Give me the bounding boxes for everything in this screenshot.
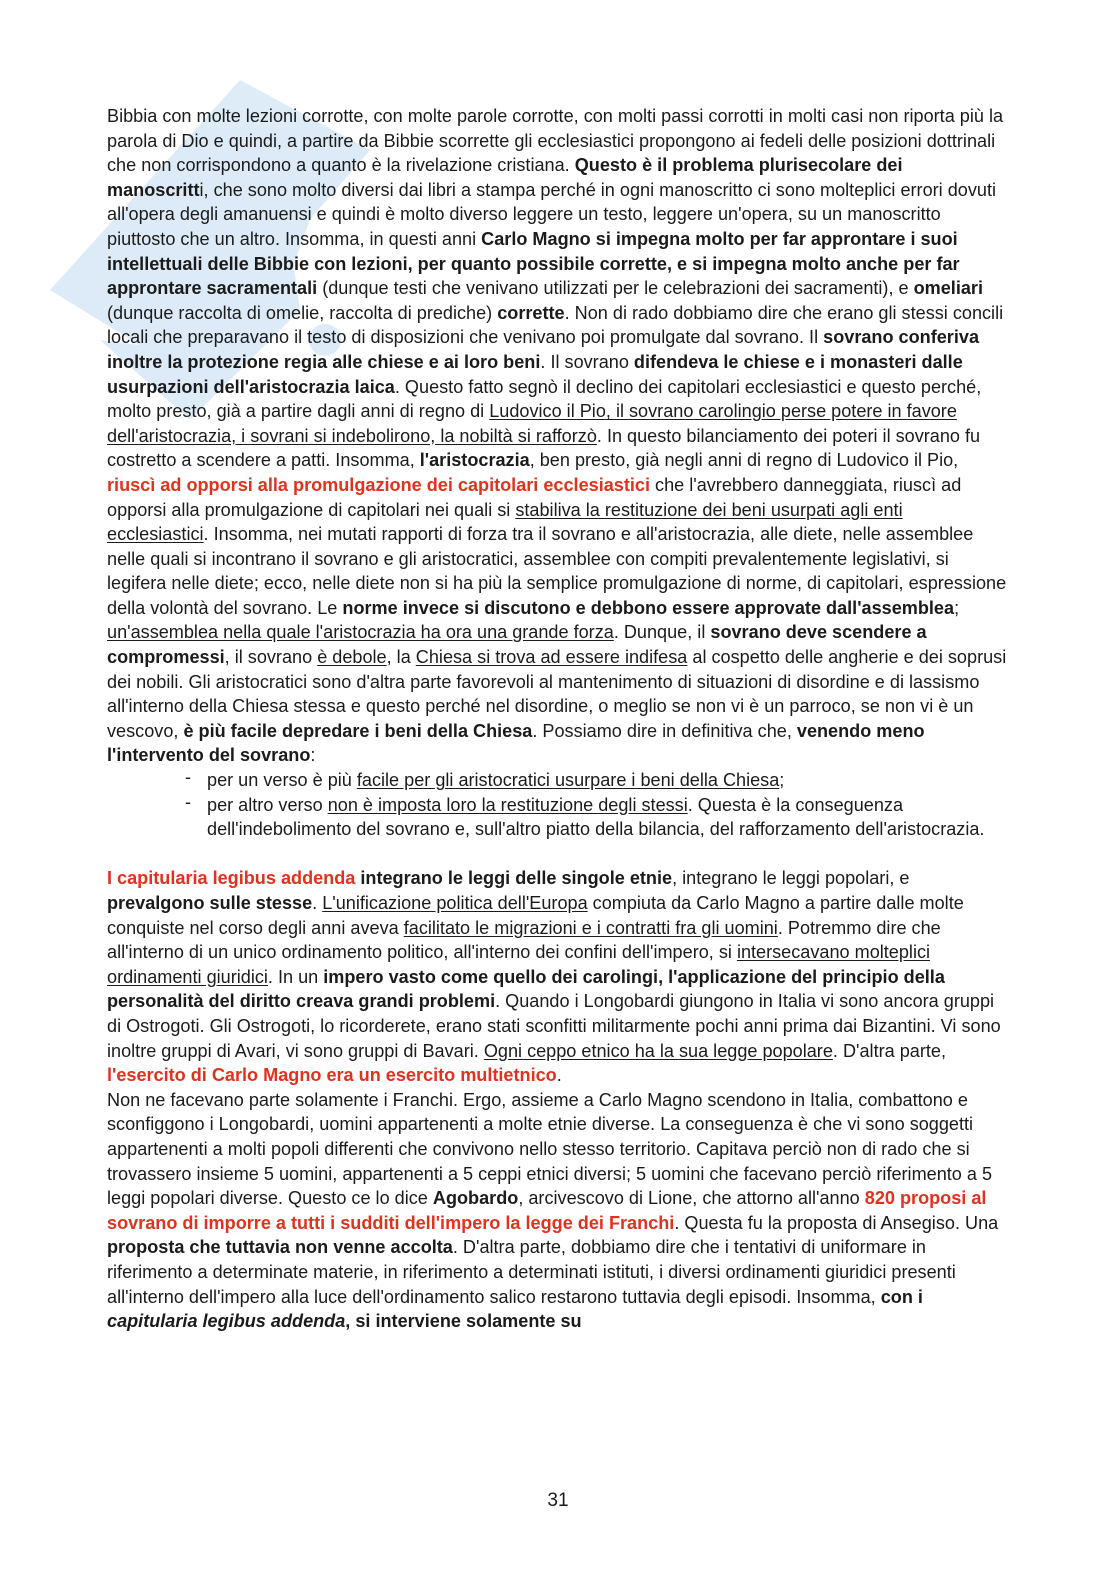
paragraph-3: Non ne facevano parte solamente i Franchi. Ergo, assieme a Carlo Magno scendono in Italia, combattono e sconfiggono i Longobardi, uomini appartenenti a molte etnie diverse. La conseguenza è che vi sono soggetti appartenenti a molti popoli differenti che convivono nello stesso territorio. Capitava perciò non di rado che si trovassero insieme 5 uomini, appartenenti a 5 ceppi etnici diversi; 5 uomini che facevano perciò riferimento a 5 leggi popolari diverse. Questo ce lo dice Agobardo, arcivescovo di Lione, che attorno all'anno 820 proposi al sovrano di imporre a tutti i sudditi dell'impero la legge dei Franchi. Questa fu la proposta di Ansegiso. Una proposta che tuttavia non venne accolta. D'altra parte, dobbiamo dire che i tentativi di uniformare in riferimento a determinate materie, in riferimento a determinati istituti, i diversi ordinamenti giuridici presenti all'interno dell'impero alla luce dell'ordinamento salico restarono tuttavia degli episodi. Insomma, con i capitularia legibus addenda, si interviene solamente su	[107, 1089, 999, 1332]
dash-list	[107, 768, 1007, 842]
page-number: 31	[547, 1490, 569, 1511]
paragraph-gap	[107, 842, 1007, 867]
list-item: - per un verso è più facile per gli aristocratici usurpare i beni della Chiesa;	[185, 767, 785, 791]
paragraph-2: I capitularia legibus addenda integrano le leggi delle singole etnie, integrano le leggi popolari, e prevalgono sulle stesse. L'unificazione politica dell'Europa compiuta da Carlo Magno a partire dalle molte conquiste nel corso degli anni aveva facilitato le migrazioni e i contratti fra gli uomini. Potremmo dire che all'interno di un unico ordinamento politico, all'interno dei confini dell'impero, si intersecavano molteplici ordinamenti giuridici. In un impero vasto come quello dei carolingi, l'applicazione del principio della personalità del diritto creava grandi problemi. Quando i Longobardi giungono in Italia vi sono ancora gruppi di Ostrogoti. Gli Ostrogoti, lo ricorderete, erano stati sconfitti militarmente pochi anni prima dai Bizantini. Vi sono inoltre gruppi di Avari, vi sono gruppi di Bavari. Ogni ceppo etnico ha la sua legge popolare. D'altra parte, l'esercito di Carlo Magno era un esercito multietnico.	[107, 868, 1001, 1086]
list-item: - per altro verso non è imposta loro la restituzione degli stessi. Questa è la conseguenza dell'indebolimento del sovrano e, sull'altro piatto della bilancia, del rafforzamento dell'aristocrazia.	[185, 791, 985, 840]
paragraph-1: Bibbia con molte lezioni corrotte, con molte parole corrotte, con molti passi corrotti in molti casi non riporta più la parola di Dio e quindi, a partire da Bibbie scorrette gli ecclesiastici propongono ai fedeli delle posizioni dottrinali che non corrispondono a quanto è la rivelazione cristiana. Questo è il problema plurisecolare dei manoscritti, che sono molto diversi dai libri a stampa perché in ogni manoscritto ci sono molteplici errori dovuti all'opera degli amanuensi e quindi è molto diverso leggere un testo, leggere un'opera, su un manoscritto piuttosto che un altro. Insomma, in questi anni Carlo Magno si impegna molto per far approntare i suoi intellettuali delle Bibbie con lezioni, per quanto possibile corrette, e si impegna molto anche per far approntare sacramentali (dunque testi che venivano utilizzati per le celebrazioni dei sacramenti), e omeliari (dunque raccolta di omelie, raccolta di prediche) corrette. Non di rado dobbiamo dire che erano gli stessi concili locali che preparavano il testo di disposizioni che venivano poi promulgate dal sovrano. Il sovrano conferiva inoltre la protezione regia alle chiese e ai loro beni. Il sovrano difendeva le chiese e i monasteri dalle usurpazioni dell'aristocrazia laica. Questo fatto segnò il declino dei capitolari ecclesiastici e questo perché, molto presto, già a partire dagli anni di regno di Ludovico il Pio, il sovrano carolingio perse potere in favore dell'aristocrazia, i sovrani si indebolirono, la nobiltà si rafforzò. In questo bilanciamento dei poteri il sovrano fu costretto a scendere a patti. Insomma, l'aristocrazia, ben presto, già negli anni di regno di Ludovico il Pio, riuscì ad opporsi alla promulgazione dei capitolari ecclesiastici che l'avrebbero danneggiata, riuscì ad opporsi alla promulgazione di capitolari nei quali si stabiliva la restituzione dei beni usurpati agli enti ecclesiastici. Insomma, nei mutati rapporti di forza tra il sovrano e all'aristocrazia, alle diete, nelle assemblee nelle quali si incontrano il sovrano e gli aristocratici, assemblee con compiti prevalentemente legislativi, si legifera nelle diete; ecco, nelle diete non si ha più la semplice promulgazione di norme, di capitolari, espressione della volontà del sovrano. Le norme invece si discutono e debbono essere approvate dall'assemblea; un'assemblea nella quale l'aristocrazia ha ora una grande forza. Dunque, il sovrano deve scendere a compromessi, il sovrano è debole, la Chiesa si trova ad essere indifesa al cospetto delle angherie e dei soprusi dei nobili. Gli aristocratici sono d'altra parte favorevoli al mantenimento di situazioni di disordine e di lassismo all'interno della Chiesa stessa e questo perché nel disordine, o meglio se non vi è un parroco, se non vi è un vescovo, è più facile depredare i beni della Chiesa. Possiamo dire in definitiva che, venendo meno l'intervento del sovrano:	[107, 106, 1007, 766]
body-text	[107, 104, 1007, 1334]
